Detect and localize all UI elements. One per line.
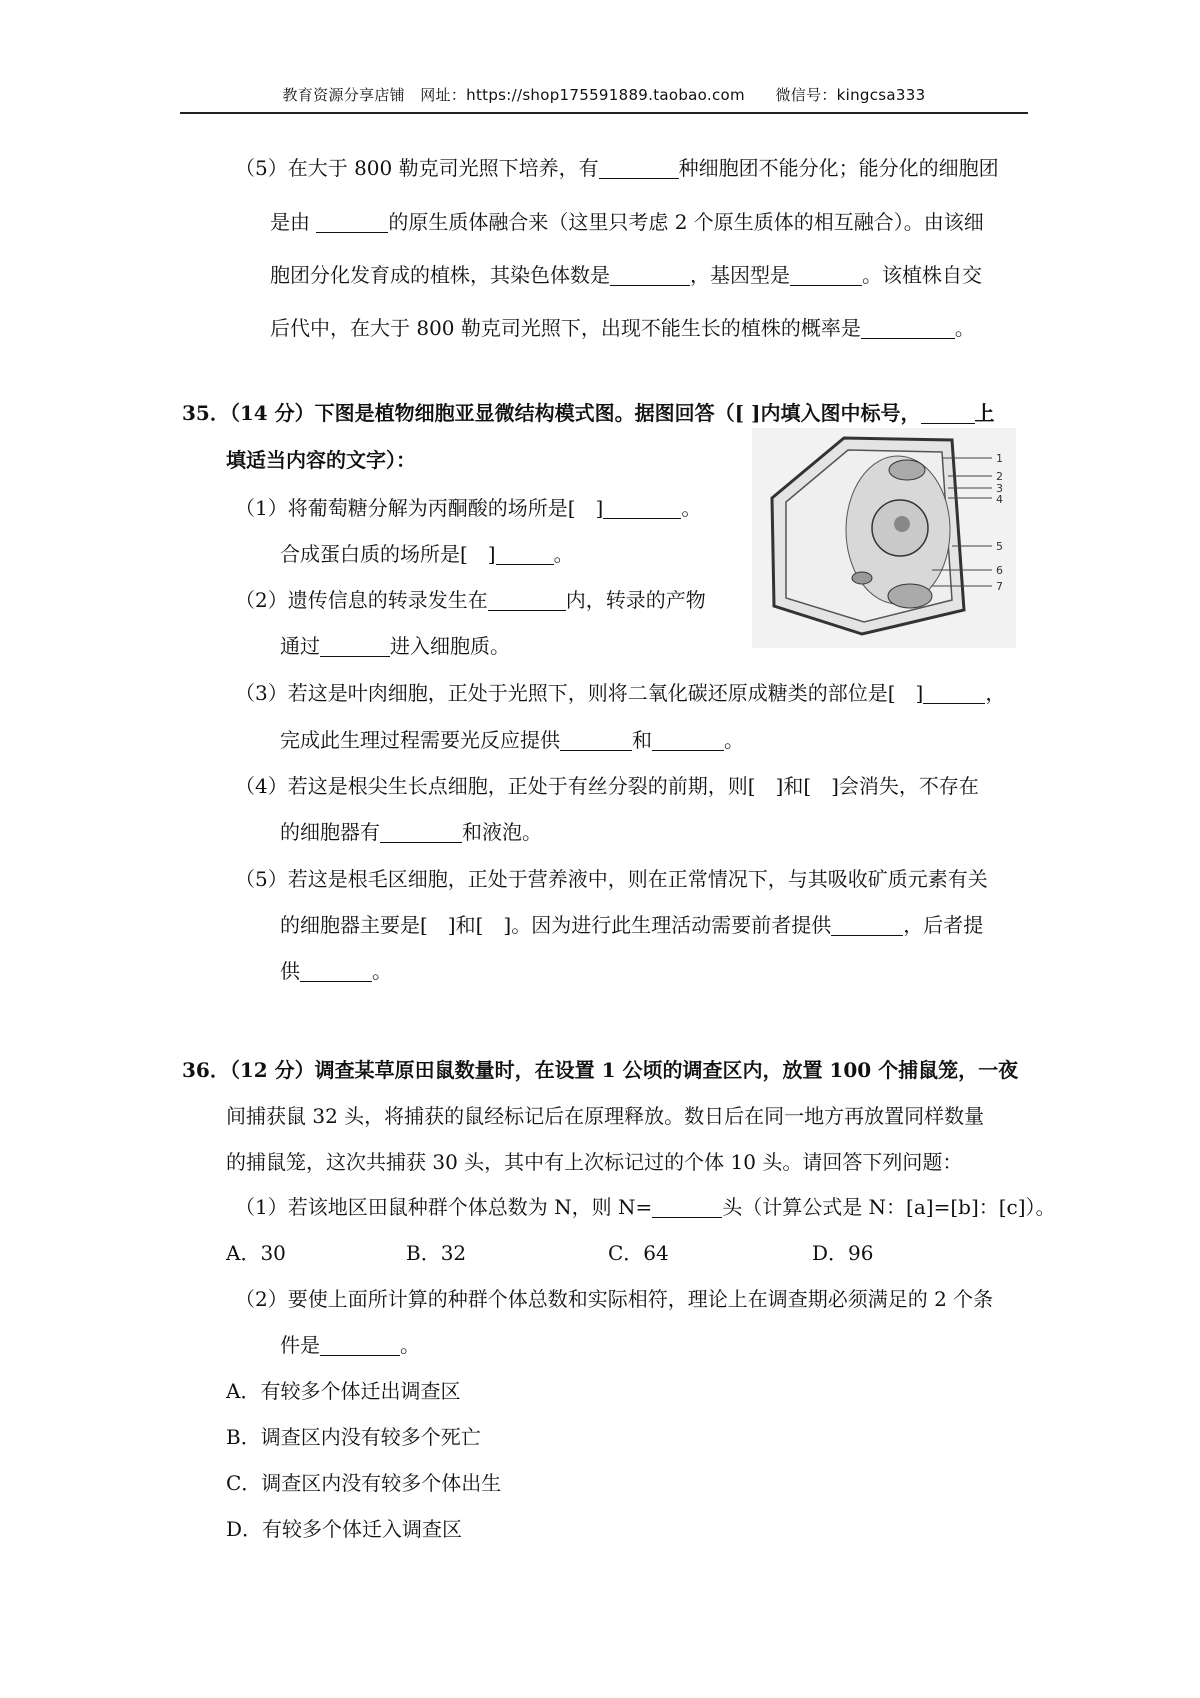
text: 36．（12 分）调查某草原田鼠数量时，在设置 1 公顷的调查区内，放置 100 个捕鼠笼，一夜 xyxy=(182,1058,1019,1082)
q35-1-line1 xyxy=(235,494,701,522)
answer-blank[interactable] xyxy=(380,822,462,843)
text: ，后者提 xyxy=(903,913,984,937)
figure-label-4: 4 xyxy=(996,493,1003,506)
answer-blank[interactable] xyxy=(603,498,681,519)
text: 。 xyxy=(681,496,702,520)
text: 。 xyxy=(553,542,574,566)
q35-3-line1 xyxy=(235,679,1005,707)
figure-label-5: 5 xyxy=(996,540,1003,553)
answer-blank[interactable] xyxy=(652,1197,722,1218)
answer-blank[interactable] xyxy=(560,730,632,751)
text: 。 xyxy=(372,959,392,983)
q36-1-option-d[interactable]: D．96 xyxy=(812,1241,874,1265)
q36-line1 xyxy=(182,1056,1018,1084)
text: 头（计算公式是 N：[a]=[b]：[c]）。 xyxy=(722,1195,1056,1219)
q35-5-line2 xyxy=(280,911,983,939)
q36-2-option-d[interactable]: D．有较多个体迁入调查区 xyxy=(226,1517,463,1541)
text: 件是 xyxy=(280,1333,320,1357)
q35-1-line2 xyxy=(280,540,574,568)
answer-blank[interactable] xyxy=(921,403,975,424)
text: 内，转录的产物 xyxy=(565,588,706,612)
answer-blank[interactable] xyxy=(599,158,679,179)
q35-title2: 填适当内容的文字）： xyxy=(226,448,416,472)
text: 的原生质体融合来（这里只考虑 2 个原生质体的相互融合）。由该细 xyxy=(388,210,984,234)
q35-4-line1: （4）若这是根尖生长点细胞，正处于有丝分裂的前期，则[ ]和[ ]会消失，不存在 xyxy=(235,774,979,798)
text: 和液泡。 xyxy=(462,820,542,844)
figure-label-7: 7 xyxy=(996,580,1003,593)
q35-2-line2 xyxy=(280,632,510,660)
text: 胞团分化发育成的植株，其染色体数是 xyxy=(270,263,610,287)
text: 后代中，在大于 800 勒克司光照下，出现不能生长的植株的概率是 xyxy=(270,316,861,340)
answer-blank[interactable] xyxy=(300,961,372,982)
answer-blank[interactable] xyxy=(790,265,862,286)
text: 的细胞器主要是[ ]和[ ]。因为进行此生理活动需要前者提供 xyxy=(280,913,832,937)
q34-5-line3 xyxy=(270,261,982,289)
text: ，基因型是 xyxy=(690,263,790,287)
q34-5-line1 xyxy=(235,154,999,182)
text: ， xyxy=(985,681,1006,705)
chloroplast-top xyxy=(889,460,925,480)
q36-2-option-b[interactable]: B．调查区内没有较多个死亡 xyxy=(226,1425,481,1449)
text: 和 xyxy=(632,728,652,752)
q35-title xyxy=(182,399,995,427)
text: 合成蛋白质的场所是[ ] xyxy=(280,542,496,566)
text: （2）遗传信息的转录发生在 xyxy=(235,588,488,612)
answer-blank[interactable] xyxy=(496,544,554,565)
q36-line2: 间捕获鼠 32 头，将捕获的鼠经标记后在原理释放。数日后在同一地方再放置同样数量 xyxy=(226,1104,985,1128)
text: 。 xyxy=(954,316,975,340)
page-header: 教育资源分享店铺 网址：https://shop175591889.taobao.com 微信号：kingcsa333 xyxy=(180,82,1028,114)
text: 种细胞团不能分化；能分化的细胞团 xyxy=(678,156,999,180)
figure-label-3: 3 xyxy=(996,482,1003,495)
q36-2-line2 xyxy=(280,1331,420,1359)
text: 通过 xyxy=(280,634,320,658)
nucleolus xyxy=(894,516,910,532)
text: 的细胞器有 xyxy=(280,820,380,844)
chloroplast-bottom xyxy=(888,584,932,608)
text: 是由 xyxy=(270,210,317,234)
text: 上 xyxy=(974,401,995,425)
q35-5-line3 xyxy=(280,957,392,985)
answer-blank[interactable] xyxy=(861,318,955,339)
figure-label-6: 6 xyxy=(996,564,1003,577)
answer-blank[interactable] xyxy=(652,730,724,751)
text: 。该植株自交 xyxy=(862,263,982,287)
text: 。 xyxy=(724,728,744,752)
q36-1-option-a[interactable]: A．30 xyxy=(226,1241,286,1265)
text: 供 xyxy=(280,959,300,983)
text: 进入细胞质。 xyxy=(390,634,510,658)
q35-4-line2 xyxy=(280,818,542,846)
q36-1-line1 xyxy=(235,1193,1056,1221)
answer-blank[interactable] xyxy=(320,1335,400,1356)
q35-5-line1: （5）若这是根毛区细胞，正处于营养液中，则在正常情况下，与其吸收矿质元素有关 xyxy=(235,867,988,891)
figure-label-2: 2 xyxy=(996,470,1003,483)
text: （5）在大于 800 勒克司光照下培养，有 xyxy=(235,156,599,180)
text: 。 xyxy=(400,1333,420,1357)
q36-line3: 的捕鼠笼，这次共捕获 30 头，其中有上次标记过的个体 10 头。请回答下列问题： xyxy=(226,1150,963,1174)
q36-2-option-a[interactable]: A．有较多个体迁出调查区 xyxy=(226,1379,461,1403)
answer-blank[interactable] xyxy=(831,915,903,936)
q36-2-option-c[interactable]: C．调查区内没有较多个体出生 xyxy=(226,1471,502,1495)
q35-2-line1 xyxy=(235,586,706,614)
q36-1-option-b[interactable]: B．32 xyxy=(406,1241,467,1265)
answer-blank[interactable] xyxy=(488,590,566,611)
mitochondrion xyxy=(852,572,872,584)
q34-5-line2 xyxy=(270,208,984,236)
answer-blank[interactable] xyxy=(923,683,985,704)
q35-3-line2 xyxy=(280,726,744,754)
text: （3）若这是叶肉细胞，正处于光照下，则将二氧化碳还原成糖类的部位是[ ] xyxy=(235,681,924,705)
figure-label-1: 1 xyxy=(996,452,1003,465)
q36-1-option-c[interactable]: C．64 xyxy=(608,1241,669,1265)
q34-5-line4 xyxy=(270,314,975,342)
text: （1）将葡萄糖分解为丙酮酸的场所是[ ] xyxy=(235,496,604,520)
answer-blank[interactable] xyxy=(610,265,690,286)
answer-blank[interactable] xyxy=(320,636,390,657)
text: 完成此生理过程需要光反应提供 xyxy=(280,728,560,752)
text: 35．（14 分）下图是植物细胞亚显微结构模式图。据图回答（[ ]内填入图中标号， xyxy=(182,401,921,425)
answer-blank[interactable] xyxy=(316,212,388,233)
text: （1）若该地区田鼠种群个体总数为 N，则 N= xyxy=(235,1195,653,1219)
plant-cell-diagram xyxy=(752,428,1016,648)
q36-2-line1: （2）要使上面所计算的种群个体总数和实际相符，理论上在调查期必须满足的 2 个条 xyxy=(235,1287,994,1311)
